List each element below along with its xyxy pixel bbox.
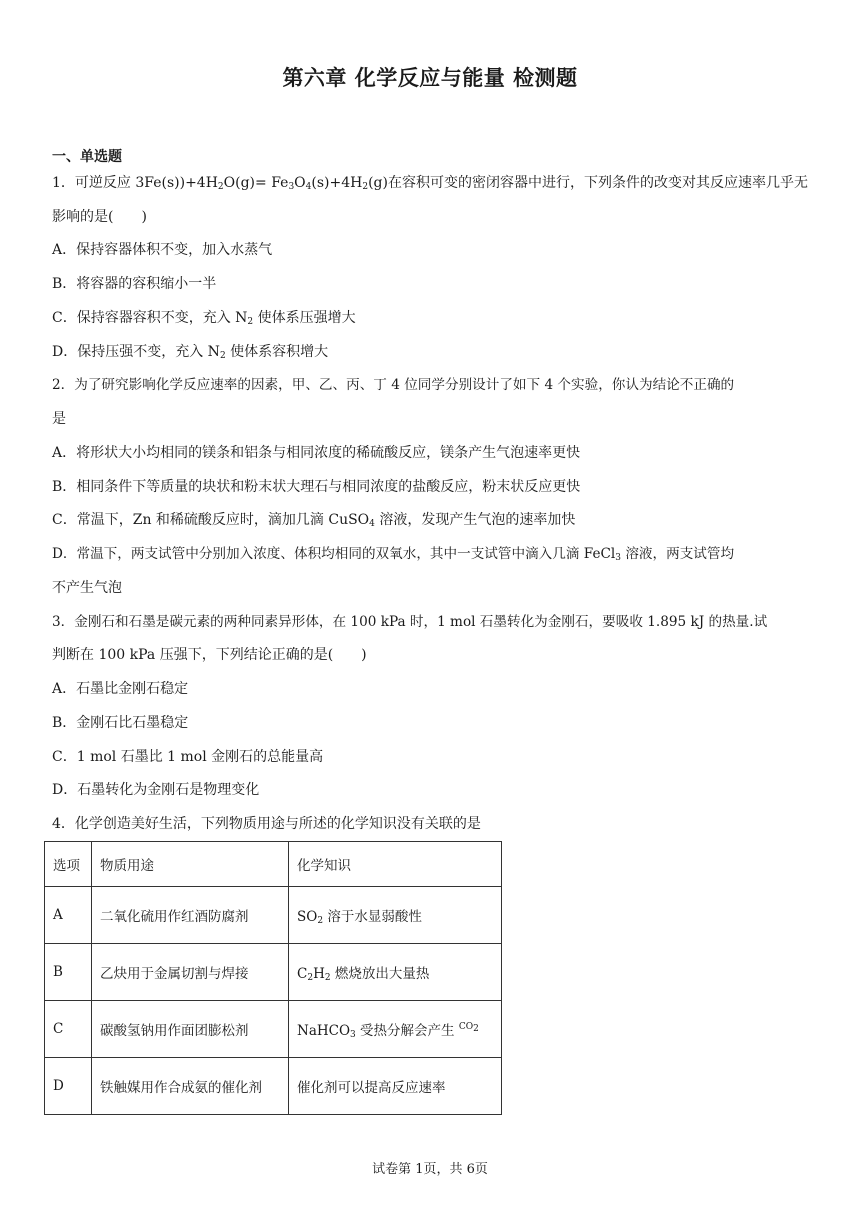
section-heading: 一、单选题	[52, 149, 122, 165]
table-row	[45, 1058, 502, 1115]
q1-option-c: C．保持容器容积不变，充入 $N_2$ 使体系压强增大	[52, 310, 356, 327]
q3-stem: 3．金刚石和石墨是碳元素的两种同素异形体，在 100 kPa 时，1 mol 石墨转化为金刚石，要吸收 1.895 kJ 的热量.试	[52, 614, 768, 630]
table-header-cell: 化学知识	[289, 842, 502, 887]
table-header-cell: 选项	[45, 842, 92, 887]
q2-option-d-line2: 不产生气泡	[52, 580, 122, 596]
table-cell-knowledge: NaHCO$_3$ 受热分解会产生 $^{CO_2}$	[289, 1001, 502, 1058]
table-row	[45, 887, 502, 944]
q4-stem: 4．化学创造美好生活，下列物质用途与所述的化学知识没有关联的是	[52, 816, 481, 832]
table-row	[45, 1001, 502, 1058]
table-cell-use: 碳酸氢钠用作面团膨松剂	[92, 1001, 289, 1058]
table-cell-knowledge: $SO_2$ 溶于水显弱酸性	[289, 887, 502, 944]
q2-option-c: C．常温下，Zn 和稀硫酸反应时，滴加几滴 CuSO$_4$ 溶液，发现产生气泡的速率加快	[52, 512, 576, 529]
q3-option-d: D．石墨转化为金刚石是物理变化	[52, 782, 260, 798]
table-cell-option: B	[45, 944, 92, 1001]
q1-option-b: B．将容器的容积缩小一半	[52, 276, 217, 292]
table-cell-option: C	[45, 1001, 92, 1058]
table-cell-use: 乙炔用于金属切割与焊接	[92, 944, 289, 1001]
q1-stem-line2: 影响的是( )	[52, 209, 147, 225]
table-cell-knowledge: 催化剂可以提高反应速率	[289, 1058, 502, 1115]
q1-stem: 1．可逆反应 $3Fe(s))+4H_2O(g)= Fe_3O_4(s)+4H_2(g)$在容积可变的密闭容器中进行，下列条件的改变对其反应速率几乎无	[52, 175, 808, 192]
table-cell-option: D	[45, 1058, 92, 1115]
page-footer: 试卷第 1页，共 6页	[372, 1162, 488, 1177]
table-row	[45, 944, 502, 1001]
page-title: 第六章 化学反应与能量 检测题	[282, 66, 578, 90]
q1-option-d: D．保持压强不变，充入 $N_2$ 使体系容积增大	[52, 344, 329, 361]
q2-stem-line2: 是	[52, 411, 66, 427]
q3-stem-line2: 判断在 100 kPa 压强下，下列结论正确的是( )	[52, 647, 367, 663]
q2-stem: 2．为了研究影响化学反应速率的因素，甲、乙、丙、丁 4 位同学分别设计了如下 4 个实验，你认为结论不正确的	[52, 377, 735, 393]
table-cell-knowledge: $C_2H_2$ 燃烧放出大量热	[289, 944, 502, 1001]
q2-option-b: B．相同条件下等质量的块状和粉末状大理石与相同浓度的盐酸反应，粉末状反应更快	[52, 479, 581, 495]
q3-option-c: C．1 mol 石墨比 1 mol 金刚石的总能量高	[52, 749, 324, 765]
table-cell-use: 铁触媒用作合成氨的催化剂	[92, 1058, 289, 1115]
table-cell-option: A	[45, 887, 92, 944]
table-cell-use: 二氧化硫用作红酒防腐剂	[92, 887, 289, 944]
q2-option-d: D．常温下，两支试管中分别加入浓度、体积均相同的双氧水，其中一支试管中滴入几滴 FeCl$_3$ 溶液，两支试管均	[52, 546, 735, 563]
q1-option-a: A．保持容器体积不变，加入水蒸气	[52, 242, 273, 258]
table-header-row	[45, 842, 502, 887]
q3-option-a: A．石墨比金刚石稳定	[52, 681, 189, 697]
q2-option-a: A．将形状大小均相同的镁条和铝条与相同浓度的稀硫酸反应，镁条产生气泡速率更快	[52, 445, 581, 461]
q3-option-b: B．金刚石比石墨稳定	[52, 715, 189, 731]
q4-options-table	[44, 841, 502, 1115]
table-header-cell: 物质用途	[92, 842, 289, 887]
